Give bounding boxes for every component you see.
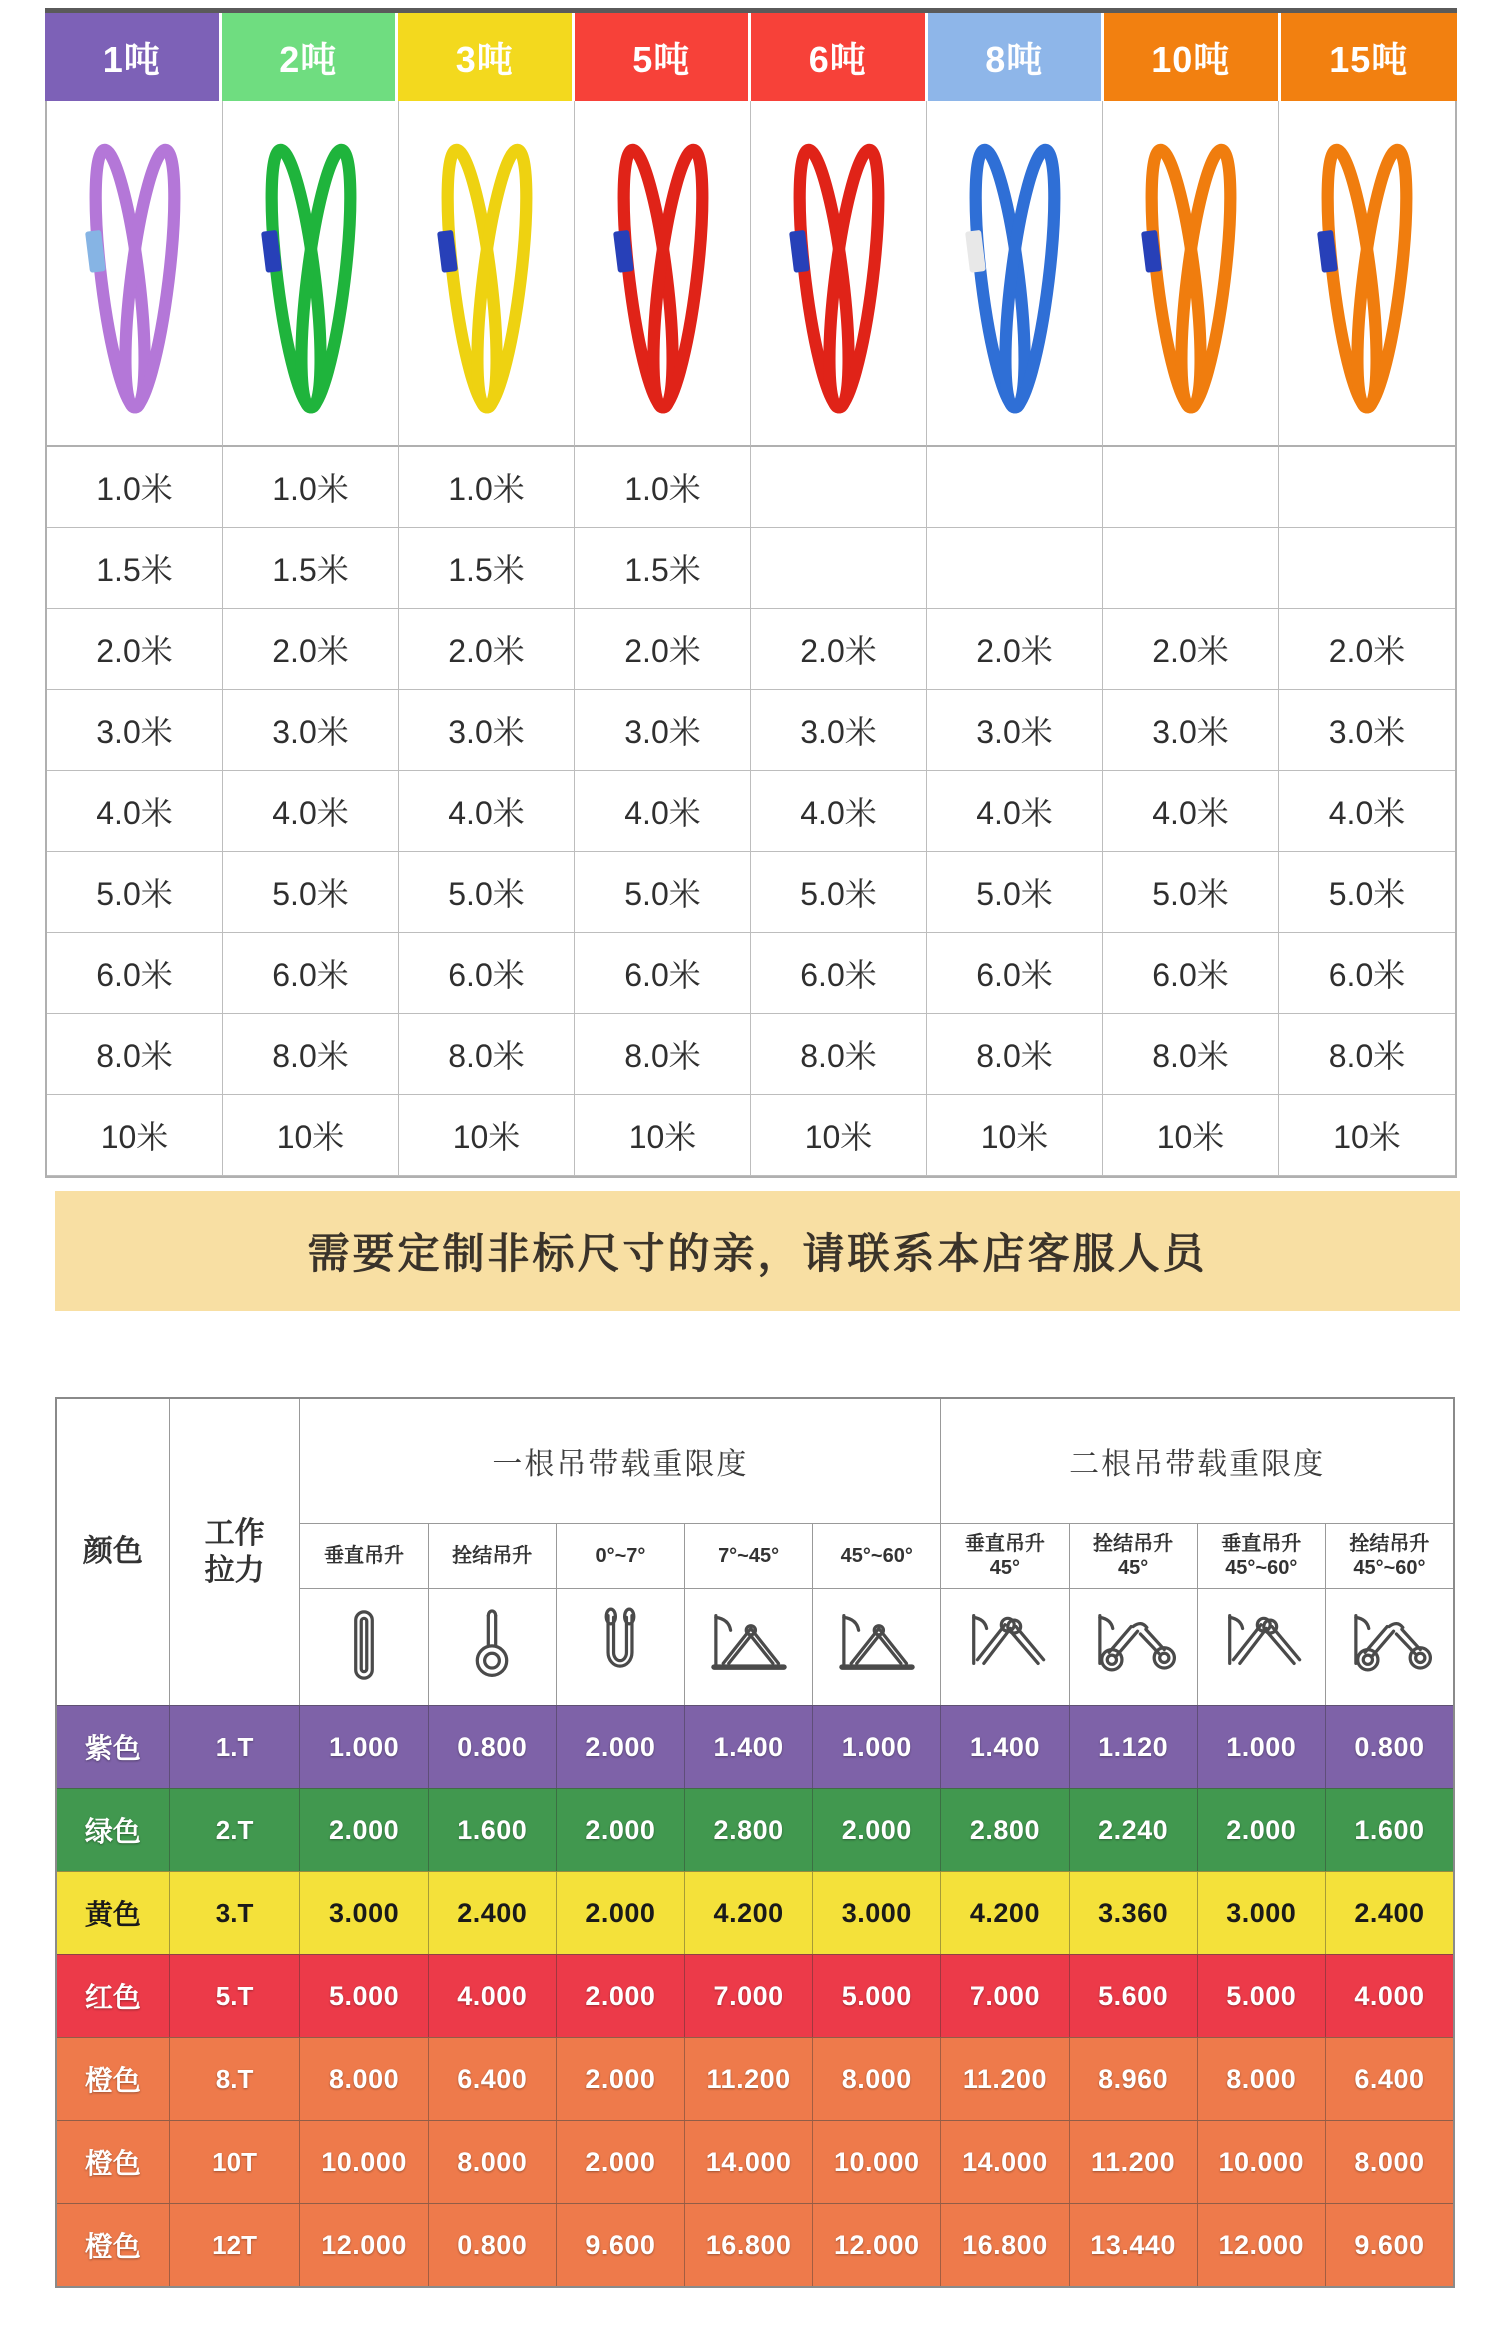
- custom-size-notice-banner: [55, 1191, 1460, 1311]
- sling-vertical-icon: [318, 1606, 410, 1689]
- length-cell: 8.0米: [1279, 1014, 1455, 1095]
- sub-header-cell: [685, 1524, 813, 1588]
- load-value-cell: 1.000: [300, 1706, 428, 1788]
- length-cell: 6.0米: [223, 933, 399, 1014]
- size-table-body: [45, 101, 1457, 1178]
- length-cell: 2.0米: [399, 609, 575, 690]
- sub-header-cell: [557, 1524, 685, 1588]
- load-value-cell: 8.000: [429, 2121, 557, 2203]
- load-value-cell: 1.120: [1070, 1706, 1198, 1788]
- length-cell: 10米: [751, 1095, 927, 1176]
- sub-header-line1: 拴结吊升: [1093, 1533, 1174, 1555]
- load-table-row: [57, 2120, 1453, 2203]
- load-value-cell: 0.800: [1354, 1731, 1425, 1762]
- hitch-icon-cell: [429, 1589, 557, 1705]
- sub-header-cell: [1326, 1524, 1453, 1588]
- load-value-cell: 2.000: [557, 1789, 685, 1871]
- sub-header-line1: 拴结吊升: [1349, 1533, 1430, 1555]
- sub-header-cell: [813, 1524, 941, 1588]
- load-value-cell: 4.000: [1354, 1980, 1425, 2011]
- hitch-icon-cell: [1326, 1589, 1453, 1705]
- length-cell: 4.0米: [1103, 771, 1279, 852]
- product-sling-image: [927, 101, 1103, 447]
- length-cell: 5.0米: [47, 852, 223, 933]
- size-header-cell: 15吨: [1281, 13, 1458, 101]
- size-header-cell: 3吨: [398, 13, 575, 101]
- load-value-cell: 1.400: [685, 1706, 813, 1788]
- load-table-header-right: [300, 1399, 1453, 1705]
- load-value-cell: 12.000: [1198, 2204, 1326, 2286]
- size-header-cell: 1吨: [45, 13, 222, 101]
- length-cell: 3.0米: [1103, 690, 1279, 771]
- sub-header-cell: [941, 1524, 1069, 1588]
- load-value-cell: 2.400: [429, 1872, 557, 1954]
- load-value-cell: 4.200: [941, 1872, 1069, 1954]
- length-cell: 4.0米: [47, 771, 223, 852]
- load-value-cell: 10.000: [1198, 2121, 1326, 2203]
- load-table-body: [57, 1705, 1453, 2286]
- length-cell: 10米: [575, 1095, 751, 1176]
- round-sling-graphic: [1292, 118, 1442, 428]
- length-cell: 1.0米: [47, 447, 223, 528]
- length-cell: 10米: [223, 1095, 399, 1176]
- product-sling-image: [575, 101, 751, 447]
- load-value-cell: 9.600: [557, 2204, 685, 2286]
- sling-angle-pair-icon: [959, 1606, 1051, 1689]
- length-cell: 2.0米: [575, 609, 751, 690]
- length-cell: 5.0米: [399, 852, 575, 933]
- load-value-cell: 0.800: [429, 1706, 557, 1788]
- length-cell: 10米: [1103, 1095, 1279, 1176]
- product-sling-image: [1103, 101, 1279, 447]
- load-table-row: [57, 1705, 1453, 1788]
- length-cell: 6.0米: [47, 933, 223, 1014]
- length-cell: 10米: [1279, 1095, 1455, 1176]
- color-name-cell: 黄色: [57, 1872, 170, 1954]
- length-cell: 3.0米: [223, 690, 399, 771]
- working-force-line1: 工作: [204, 1516, 265, 1550]
- load-value-cell: 11.200: [941, 2038, 1069, 2120]
- load-value-cell: 1.000: [813, 1706, 941, 1788]
- load-value-cell: 10.000: [813, 2121, 941, 2203]
- hitch-icon-cell: [300, 1589, 428, 1705]
- round-sling-graphic: [764, 118, 914, 428]
- sling-choke-icon: [446, 1606, 538, 1689]
- load-value-cell: 3.000: [813, 1872, 941, 1954]
- sub-header-line1: 垂直吊升: [324, 1545, 405, 1567]
- product-sling-image: [1279, 101, 1455, 447]
- load-value-cell: 6.400: [1354, 2063, 1425, 2094]
- length-cell: 3.0米: [1279, 690, 1455, 771]
- sub-header-cell: [300, 1524, 428, 1588]
- load-value-cell: 14.000: [941, 2121, 1069, 2203]
- load-value-cell: 2.400: [1354, 1897, 1425, 1928]
- load-value-cell: 14.000: [685, 2121, 813, 2203]
- capacity-cell: 10T: [170, 2121, 301, 2203]
- load-value-cell: 6.400: [429, 2038, 557, 2120]
- length-cell: [927, 528, 1103, 609]
- size-table: [45, 8, 1457, 1178]
- load-value-cell: 2.800: [941, 1789, 1069, 1871]
- round-sling-graphic: [1116, 118, 1266, 428]
- sub-header-line1: 7°~45°: [718, 1545, 780, 1567]
- sub-header-line1: 45°~60°: [840, 1545, 913, 1567]
- custom-size-notice-text: 需要定制非标尺寸的亲，请联系本店客服人员: [307, 1230, 1208, 1277]
- sling-angle-pair-icon: [1215, 1606, 1307, 1689]
- working-force-column-header: [170, 1399, 301, 1705]
- capacity-cell: 5.T: [170, 1955, 301, 2037]
- load-value-cell: 2.000: [557, 1955, 685, 2037]
- load-value-cell: 10.000: [300, 2121, 428, 2203]
- size-header-cell: 6吨: [751, 13, 928, 101]
- hitch-icon-cell: [557, 1589, 685, 1705]
- load-value-cell: 2.000: [557, 2038, 685, 2120]
- group-header-two-slings: 二根吊带载重限度: [1069, 1448, 1326, 1481]
- length-cell: 5.0米: [1103, 852, 1279, 933]
- load-limit-table: [55, 1397, 1455, 2288]
- capacity-cell: 1.T: [170, 1706, 301, 1788]
- length-cell: 3.0米: [751, 690, 927, 771]
- length-cell: 6.0米: [751, 933, 927, 1014]
- color-name-cell: 红色: [57, 1955, 170, 2037]
- hitch-icon-cell: [1070, 1589, 1198, 1705]
- sub-header-cell: [429, 1524, 557, 1588]
- length-cell: 1.5米: [575, 528, 751, 609]
- load-value-cell: 1.000: [1198, 1706, 1326, 1788]
- length-cell: 4.0米: [1279, 771, 1455, 852]
- load-value-cell: 16.800: [685, 2204, 813, 2286]
- hitch-icon-row: [300, 1589, 1453, 1705]
- load-table-row: [57, 1788, 1453, 1871]
- length-cell: 5.0米: [575, 852, 751, 933]
- size-header-cell: 2吨: [222, 13, 399, 101]
- load-value-cell: 2.000: [557, 2121, 685, 2203]
- load-value-cell: 7.000: [941, 1955, 1069, 2037]
- length-cell: 8.0米: [575, 1014, 751, 1095]
- product-sling-image: [399, 101, 575, 447]
- length-cell: 4.0米: [927, 771, 1103, 852]
- load-value-cell: 3.000: [1198, 1872, 1326, 1954]
- length-cell: 5.0米: [1279, 852, 1455, 933]
- hitch-icon-cell: [685, 1589, 813, 1705]
- length-cell: 8.0米: [751, 1014, 927, 1095]
- length-cell: 1.5米: [47, 528, 223, 609]
- sling-angle-rings-icon: [1087, 1606, 1179, 1689]
- load-value-cell: 8.960: [1070, 2038, 1198, 2120]
- load-value-cell: 8.000: [813, 2038, 941, 2120]
- length-cell: 3.0米: [47, 690, 223, 771]
- length-cell: [751, 528, 927, 609]
- color-name-cell: 橙色: [57, 2038, 170, 2120]
- length-cell: 3.0米: [927, 690, 1103, 771]
- length-cell: 2.0米: [751, 609, 927, 690]
- load-value-cell: 2.800: [685, 1789, 813, 1871]
- load-table-header: [57, 1399, 1453, 1705]
- length-cell: [751, 447, 927, 528]
- length-cell: 8.0米: [47, 1014, 223, 1095]
- color-name-cell: 橙色: [57, 2204, 170, 2286]
- load-value-cell: 0.800: [429, 2204, 557, 2286]
- group-header-one-sling: 一根吊带载重限度: [300, 1399, 941, 1523]
- length-cell: [927, 447, 1103, 528]
- load-value-cell: 13.440: [1070, 2204, 1198, 2286]
- load-table-row: [57, 1954, 1453, 2037]
- length-cell: 1.5米: [399, 528, 575, 609]
- product-sling-image: [751, 101, 927, 447]
- color-column-header: 颜色: [57, 1399, 170, 1705]
- length-cell: 10米: [399, 1095, 575, 1176]
- load-table-row: [57, 2203, 1453, 2286]
- capacity-cell: 12T: [170, 2204, 301, 2286]
- hitch-icon-cell: [1198, 1589, 1326, 1705]
- load-value-cell: 2.000: [1198, 1789, 1326, 1871]
- length-cell: [1103, 528, 1279, 609]
- load-value-cell: 7.000: [685, 1955, 813, 2037]
- length-cell: [1279, 528, 1455, 609]
- sub-header-line1: 垂直吊升: [964, 1533, 1045, 1555]
- load-value-cell: 1.400: [941, 1706, 1069, 1788]
- load-value-cell: 12.000: [300, 2204, 428, 2286]
- length-cell: 8.0米: [223, 1014, 399, 1095]
- working-force-line2: 拉力: [204, 1554, 265, 1587]
- load-value-cell: 2.000: [300, 1789, 428, 1871]
- load-value-cell: 2.000: [557, 1872, 685, 1954]
- length-cell: 6.0米: [575, 933, 751, 1014]
- load-value-cell: 4.000: [429, 1955, 557, 2037]
- round-sling-graphic: [940, 118, 1090, 428]
- sub-header-cell: [1198, 1524, 1326, 1588]
- size-header-cell: 8吨: [928, 13, 1105, 101]
- sub-header-line2: 45°~60°: [1353, 1557, 1426, 1579]
- load-value-cell: 8.000: [1198, 2038, 1326, 2120]
- load-value-cell: 8.000: [1354, 2146, 1425, 2177]
- round-sling-graphic: [60, 118, 210, 428]
- sling-angle-rings-icon: [1343, 1606, 1435, 1689]
- round-sling-graphic: [588, 118, 738, 428]
- sub-header-line1: 垂直吊升: [1221, 1533, 1302, 1555]
- color-name-cell: 橙色: [57, 2121, 170, 2203]
- length-cell: [1279, 447, 1455, 528]
- length-cell: 6.0米: [399, 933, 575, 1014]
- length-cell: 2.0米: [927, 609, 1103, 690]
- load-value-cell: 16.800: [941, 2204, 1069, 2286]
- load-value-cell: 5.000: [300, 1955, 428, 2037]
- load-value-cell: 3.360: [1070, 1872, 1198, 1954]
- load-value-cell: 5.600: [1070, 1955, 1198, 2037]
- product-sling-image: [47, 101, 223, 447]
- length-cell: 4.0米: [751, 771, 927, 852]
- length-cell: 4.0米: [399, 771, 575, 852]
- load-value-cell: 2.000: [813, 1789, 941, 1871]
- length-cell: 1.5米: [223, 528, 399, 609]
- length-cell: 8.0米: [927, 1014, 1103, 1095]
- load-value-cell: 3.000: [300, 1872, 428, 1954]
- length-cell: 6.0米: [1103, 933, 1279, 1014]
- sling-triangle-icon: [831, 1606, 923, 1689]
- length-cell: 5.0米: [751, 852, 927, 933]
- length-cell: [1103, 447, 1279, 528]
- round-sling-graphic: [236, 118, 386, 428]
- length-cell: 2.0米: [1103, 609, 1279, 690]
- length-cell: 1.0米: [575, 447, 751, 528]
- length-cell: 10米: [927, 1095, 1103, 1176]
- load-value-cell: 1.600: [1354, 1814, 1425, 1845]
- length-cell: 3.0米: [399, 690, 575, 771]
- load-value-cell: 11.200: [1070, 2121, 1198, 2203]
- length-cell: 6.0米: [927, 933, 1103, 1014]
- load-table-row: [57, 2037, 1453, 2120]
- sub-header-line2: 45°: [1117, 1557, 1149, 1579]
- length-cell: 1.0米: [399, 447, 575, 528]
- length-cell: 2.0米: [47, 609, 223, 690]
- sling-triangle-icon: [703, 1606, 795, 1689]
- capacity-cell: 2.T: [170, 1789, 301, 1871]
- sub-header-line2: 45°: [989, 1557, 1021, 1579]
- length-cell: 1.0米: [223, 447, 399, 528]
- load-value-cell: 9.600: [1354, 2229, 1425, 2260]
- color-name-cell: 紫色: [57, 1706, 170, 1788]
- length-cell: 2.0米: [1279, 609, 1455, 690]
- load-value-cell: 2.240: [1070, 1789, 1198, 1871]
- load-value-cell: 11.200: [685, 2038, 813, 2120]
- length-cell: 8.0米: [1103, 1014, 1279, 1095]
- size-table-header-row: [45, 8, 1457, 101]
- sub-header-cell: [1070, 1524, 1198, 1588]
- length-cell: 5.0米: [927, 852, 1103, 933]
- load-table-row: [57, 1871, 1453, 1954]
- length-cell: 2.0米: [223, 609, 399, 690]
- size-header-cell: 10吨: [1104, 13, 1281, 101]
- load-value-cell: 12.000: [813, 2204, 941, 2286]
- product-sling-image: [223, 101, 399, 447]
- sub-header-row: [300, 1524, 1453, 1589]
- sub-header-line1: 0°~7°: [595, 1545, 646, 1567]
- load-value-cell: 2.000: [557, 1706, 685, 1788]
- load-value-cell: 1.600: [429, 1789, 557, 1871]
- load-value-cell: 4.200: [685, 1872, 813, 1954]
- load-value-cell: 8.000: [300, 2038, 428, 2120]
- color-name-cell: 绿色: [57, 1789, 170, 1871]
- length-cell: 6.0米: [1279, 933, 1455, 1014]
- sub-header-line1: 拴结吊升: [452, 1545, 533, 1567]
- sub-header-line2: 45°~60°: [1225, 1557, 1298, 1579]
- length-cell: 8.0米: [399, 1014, 575, 1095]
- load-value-cell: 5.000: [1198, 1955, 1326, 2037]
- load-value-cell: 5.000: [813, 1955, 941, 2037]
- capacity-cell: 3.T: [170, 1872, 301, 1954]
- length-cell: 4.0米: [223, 771, 399, 852]
- length-cell: 10米: [47, 1095, 223, 1176]
- capacity-cell: 8.T: [170, 2038, 301, 2120]
- round-sling-graphic: [412, 118, 562, 428]
- sling-basket-icon: [574, 1606, 666, 1689]
- size-header-cell: 5吨: [575, 13, 752, 101]
- hitch-icon-cell: [813, 1589, 941, 1705]
- group-header-row: [300, 1399, 1453, 1524]
- length-cell: 4.0米: [575, 771, 751, 852]
- hitch-icon-cell: [941, 1589, 1069, 1705]
- length-cell: 5.0米: [223, 852, 399, 933]
- length-cell: 3.0米: [575, 690, 751, 771]
